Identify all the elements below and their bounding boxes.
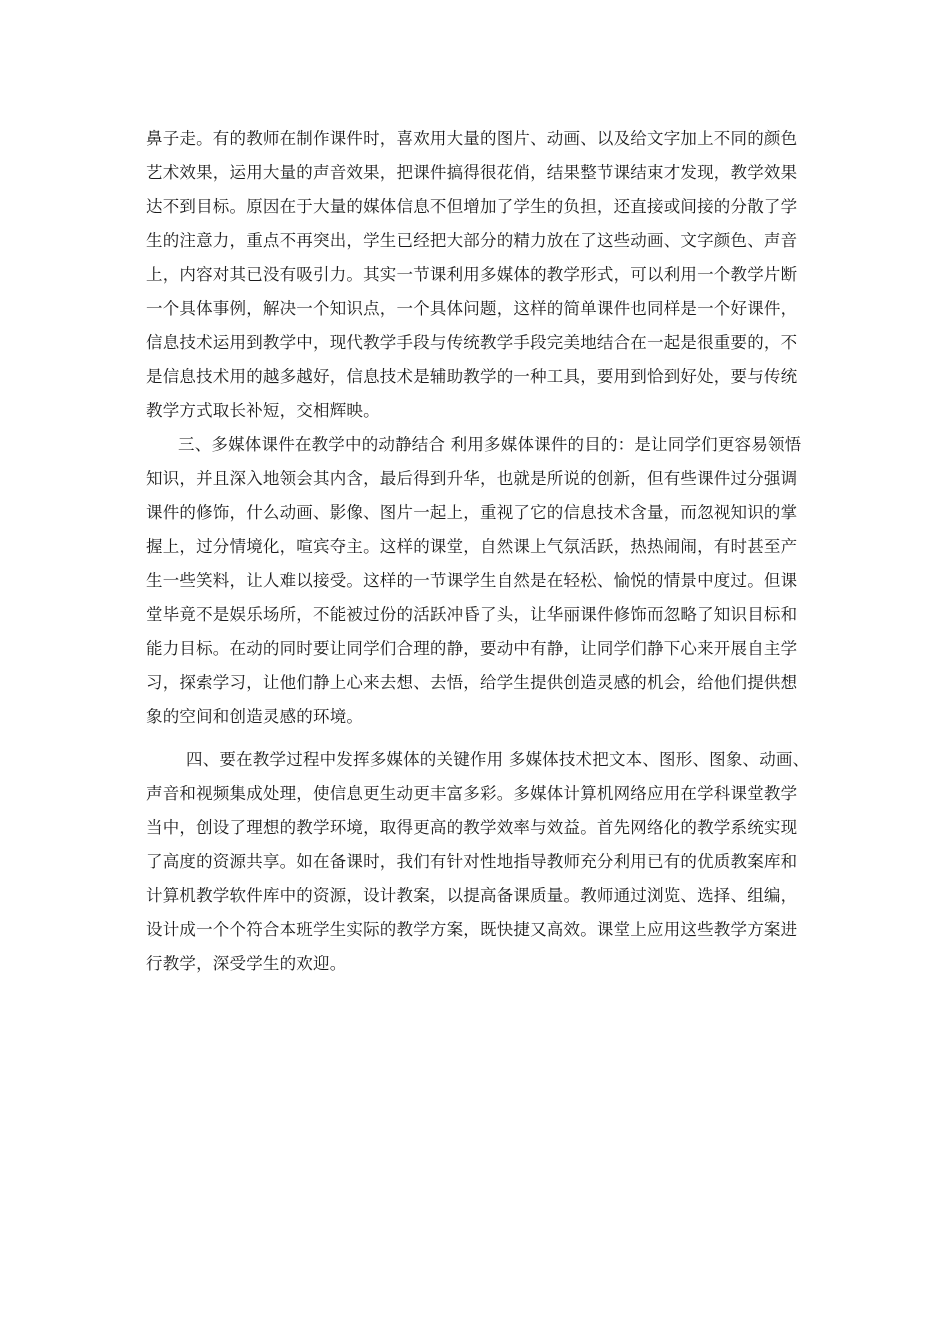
text-line: 握上，过分情境化，喧宾夺主。这样的课堂，自然课上气氛活跃，热热闹闹，有时甚至产 bbox=[146, 537, 798, 556]
text-line: 行教学，深受学生的欢迎。 bbox=[146, 954, 347, 973]
text-line: 知识，并且深入地领会其内含，最后得到升华，也就是所说的创新，但有些课件过分强调 bbox=[146, 469, 798, 488]
text-line: 信息技术运用到教学中，现代教学手段与传统教学手段完美地结合在一起是很重要的，不 bbox=[146, 333, 798, 352]
section-heading-line: 三、多媒体课件在教学中的动静结合 利用多媒体课件的目的：是让同学们更容易领悟 bbox=[178, 435, 802, 454]
text-line: 生一些笑料，让人难以接受。这样的一节课学生自然是在轻松、愉悦的情景中度过。但课 bbox=[146, 571, 798, 590]
text-line: 生的注意力，重点不再突出，学生已经把大部分的精力放在了这些动画、文字颜色、声音 bbox=[146, 231, 798, 250]
text-line: 一个具体事例，解决一个知识点，一个具体问题，这样的简单课件也同样是一个好课件， bbox=[146, 299, 798, 318]
text-line: 习，探索学习，让他们静上心来去想、去悟，给学生提供创造灵感的机会，给他们提供想 bbox=[146, 673, 798, 692]
text-line: 达不到目标。原因在于大量的媒体信息不但增加了学生的负担，还直接或间接的分散了学 bbox=[146, 197, 798, 216]
text-line: 鼻子走。有的教师在制作课件时，喜欢用大量的图片、动画、以及给文字加上不同的颜色 bbox=[146, 129, 798, 148]
text-line: 计算机教学软件库中的资源，设计教案，以提高备课质量。教师通过浏览、选择、组编， bbox=[146, 886, 798, 905]
text-line: 课件的修饰，什么动画、影像、图片一起上，重视了它的信息技术含量，而忽视知识的掌 bbox=[146, 503, 798, 522]
text-line: 堂毕竟不是娱乐场所，不能被过份的活跃冲昏了头，让华丽课件修饰而忽略了知识目标和 bbox=[146, 605, 798, 624]
text-line: 能力目标。在动的同时要让同学们合理的静，要动中有静，让同学们静下心来开展自主学 bbox=[146, 639, 798, 658]
section-heading-line: 四、要在教学过程中发挥多媒体的关键作用 多媒体技术把文本、图形、图象、动画、 bbox=[186, 750, 810, 769]
text-line: 当中，创设了理想的教学环境，取得更高的教学效率与效益。首先网络化的教学系统实现 bbox=[146, 818, 798, 837]
text-line: 是信息技术用的越多越好，信息技术是辅助教学的一种工具，要用到恰到好处，要与传统 bbox=[146, 367, 798, 386]
text-line: 了高度的资源共享。如在备课时，我们有针对性地指导教师充分利用已有的优质教案库和 bbox=[146, 852, 798, 871]
text-line: 教学方式取长补短，交相辉映。 bbox=[146, 401, 380, 420]
text-line: 声音和视频集成处理，使信息更生动更丰富多彩。多媒体计算机网络应用在学科课堂教学 bbox=[146, 784, 798, 803]
text-line: 上，内容对其已没有吸引力。其实一节课利用多媒体的教学形式，可以利用一个教学片断 bbox=[146, 265, 798, 284]
text-line: 艺术效果，运用大量的声音效果，把课件搞得很花俏，结果整节课结束才发现，教学效果 bbox=[146, 163, 798, 182]
text-line: 象的空间和创造灵感的环境。 bbox=[146, 707, 364, 726]
text-line: 设计成一个个符合本班学生实际的教学方案，既快捷又高效。课堂上应用这些教学方案进 bbox=[146, 920, 798, 939]
